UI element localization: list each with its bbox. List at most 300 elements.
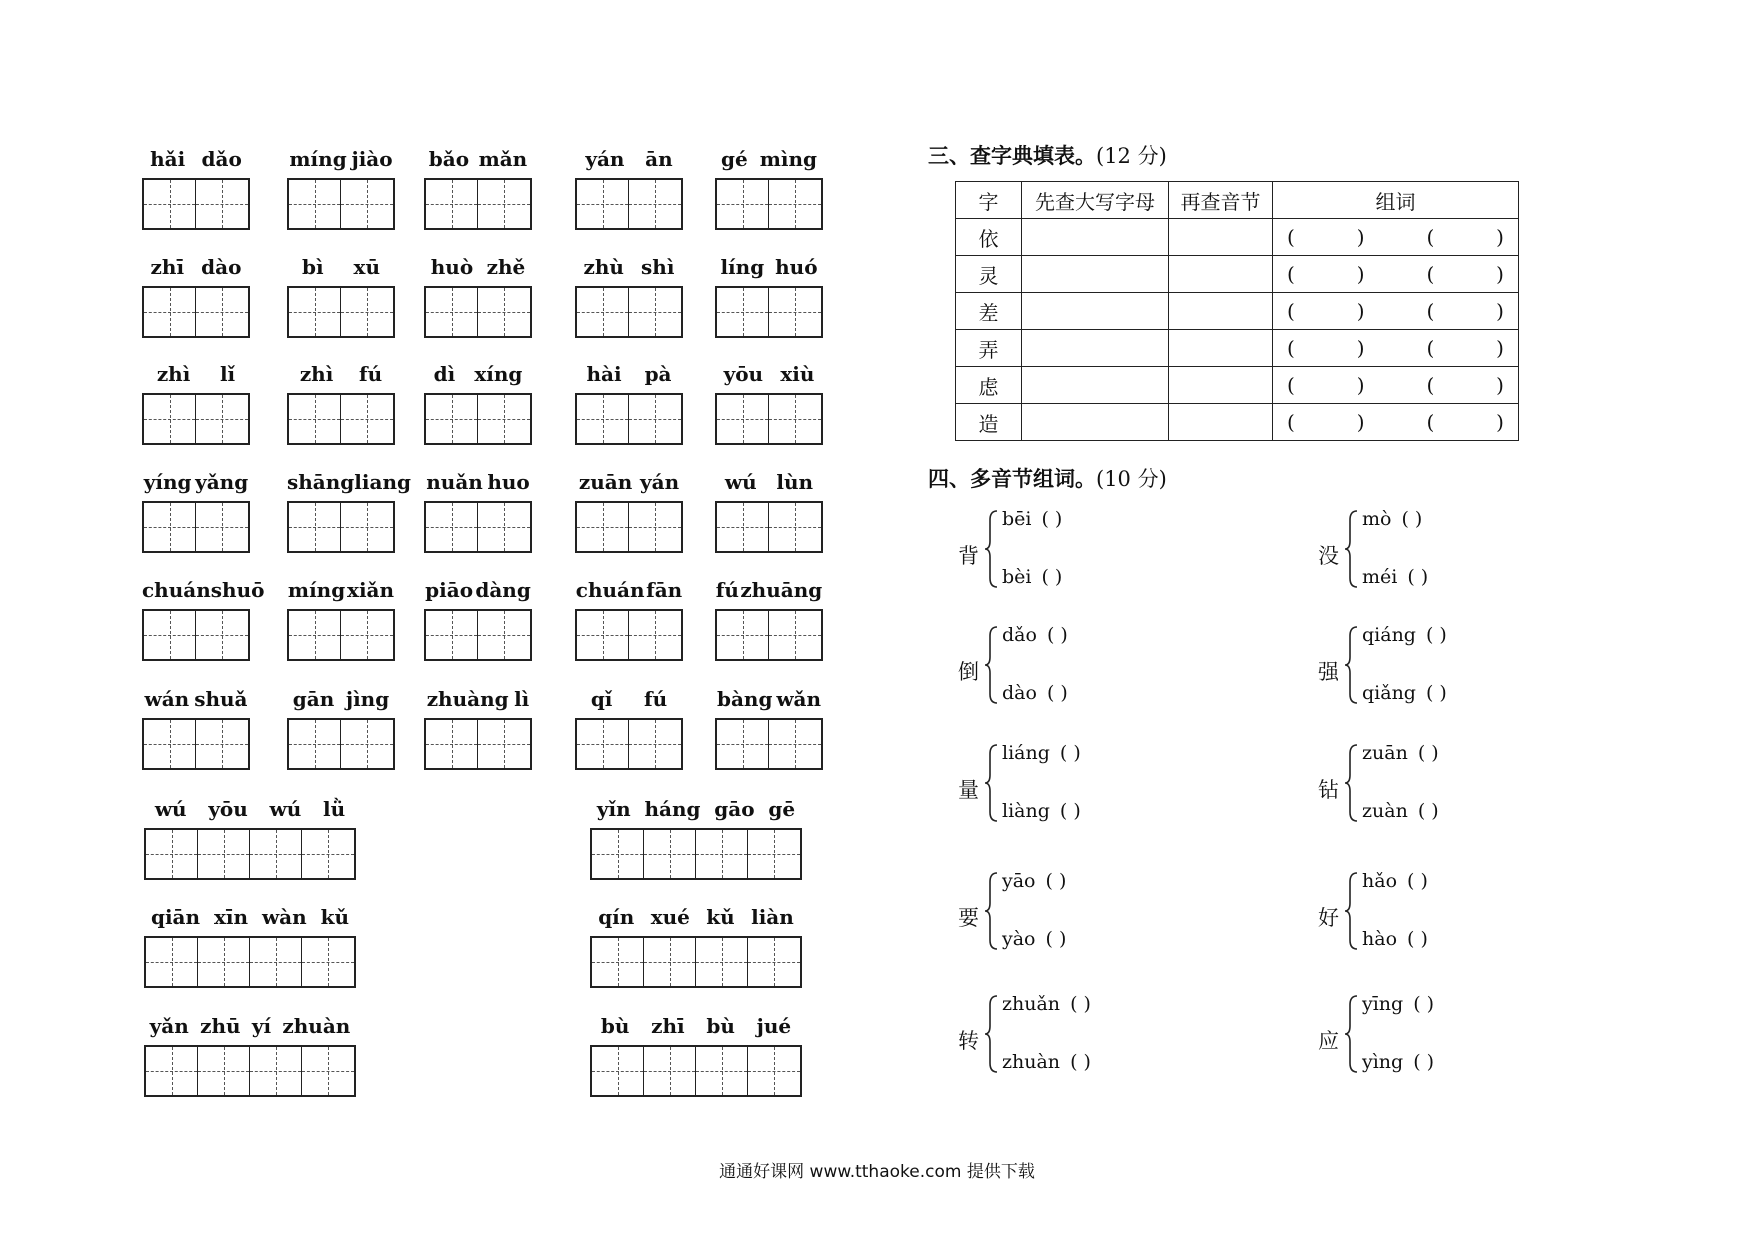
tianzige-cell[interactable] [769,288,821,336]
word-box-pinyin [715,252,823,282]
tianzige-row [424,286,532,338]
tianzige-row [287,609,395,661]
tianzige-cell[interactable] [426,503,478,551]
tianzige-row [575,286,683,338]
pinyin-syllable: yán [640,470,680,494]
word-box-pinyin [575,359,683,389]
tianzige-cell[interactable] [717,611,769,659]
tianzige-row [575,501,683,553]
tianzige-cell[interactable] [144,395,196,443]
answer-paren[interactable]: ( ) [1059,742,1081,764]
word-box-group [575,252,683,338]
tianzige-cell[interactable] [696,938,748,986]
tianzige-cell[interactable] [592,1047,644,1095]
tianzige-cell[interactable] [250,830,302,878]
idiom-box-group [144,1011,356,1097]
tianzige-cell[interactable] [341,720,393,768]
tianzige-cell[interactable] [629,180,681,228]
capital-letter-cell[interactable] [1022,367,1169,404]
tianzige-cell[interactable] [577,395,629,443]
polyphone-item [1318,993,1528,1083]
tianzige-cell[interactable] [302,938,354,986]
polyphone-reading-row [1002,928,1126,950]
tianzige-cell[interactable] [196,611,248,659]
pinyin-syllable: zhě [486,255,526,279]
polyphone-char: 倒 [958,660,979,684]
word-box-group [424,684,532,770]
polyphone-reading-row [1002,624,1127,646]
word-box-pinyin [287,252,395,282]
polyphone-reading-row [1002,742,1140,764]
polyphone-reading-row [1002,566,1121,588]
syllable-cell[interactable] [1169,404,1273,441]
answer-paren[interactable]: ( ) [1045,928,1067,950]
word-box-pinyin [424,359,532,389]
tianzige-cell[interactable] [769,503,821,551]
brace-icon [1344,872,1358,950]
pinyin-syllable: wú [154,797,187,821]
tianzige-cell[interactable] [341,395,393,443]
tianzige-cell[interactable] [769,395,821,443]
tianzige-cell[interactable] [250,938,302,986]
tianzige-cell[interactable] [426,720,478,768]
tianzige-row [144,1045,356,1097]
paren: ( [1426,262,1435,286]
pinyin-syllable: kǔ [320,905,349,929]
reading-pinyin: yīng [1362,993,1404,1015]
capital-letter-cell[interactable] [1022,330,1169,367]
pinyin-syllable: mìng [759,147,817,171]
word-box-pinyin [142,467,250,497]
tianzige-cell[interactable] [146,938,198,986]
word-box-group [424,359,532,445]
tianzige-cell[interactable] [577,288,629,336]
reading-pinyin: yào [1002,928,1036,950]
tianzige-cell[interactable] [592,830,644,878]
brace-icon [984,872,998,950]
tianzige-cell[interactable] [696,1047,748,1095]
reading-pinyin: liàng [1002,800,1050,822]
polyphone-reading-row [1362,566,1487,588]
tianzige-cell[interactable] [196,503,248,551]
pinyin-syllable: qǐ [590,687,613,711]
section4-score: (10 分) [1096,467,1167,491]
idiom-box-group [590,902,802,988]
word-box-group [575,144,683,230]
pinyin-syllable: shāng [287,470,355,494]
reading-pinyin: qiǎng [1362,682,1416,704]
section3-score: (12 分) [1096,144,1167,168]
tianzige-cell[interactable] [289,503,341,551]
brace-icon [984,995,998,1073]
brace-icon [984,626,998,704]
paren: ) [1496,299,1504,323]
tianzige-row [424,393,532,445]
word-box-pinyin [575,684,683,714]
tianzige-row [590,828,802,880]
answer-paren[interactable]: ( ) [1413,1051,1435,1073]
word-box-pinyin [287,684,395,714]
word-parens [1273,262,1518,286]
word-box-pinyin [142,144,250,174]
answer-paren[interactable]: ( ) [1045,870,1067,892]
paren: ) [1496,336,1504,360]
pinyin-syllable: yǐn [596,797,631,821]
pinyin-syllable: jué [756,1014,792,1038]
pinyin-syllable: háng [644,797,701,821]
dictionary-row [956,293,1519,330]
pinyin-syllable: mǎn [478,147,528,171]
tianzige-cell[interactable] [748,938,800,986]
tianzige-cell[interactable] [717,180,769,228]
tianzige-cell[interactable] [577,503,629,551]
word-box-group [287,144,395,230]
pinyin-syllable: zhì [156,362,191,386]
tianzige-cell[interactable] [478,503,530,551]
polyphone-reading-row [1362,508,1481,530]
polyphone-char: 量 [958,778,979,802]
tianzige-cell[interactable] [302,830,354,878]
word-box-group [142,684,250,770]
tianzige-row [287,286,395,338]
paren: ( [1287,299,1295,323]
polyphone-char: 好 [1318,906,1339,930]
paren: ) [1496,410,1504,434]
tianzige-cell[interactable] [592,938,644,986]
pinyin-syllable: zhuàn [282,1014,351,1038]
words-cell[interactable] [1273,256,1519,293]
pinyin-syllable: bàng [716,687,773,711]
tianzige-cell[interactable] [577,611,629,659]
tianzige-cell[interactable] [289,720,341,768]
tianzige-cell[interactable] [198,830,250,878]
idiom-box-pinyin [144,1011,356,1041]
answer-paren[interactable]: ( ) [1425,624,1447,646]
answer-paren[interactable]: ( ) [1417,742,1439,764]
tianzige-row [575,718,683,770]
tianzige-cell[interactable] [696,830,748,878]
pinyin-syllable: míng [289,147,347,171]
tianzige-cell[interactable] [644,830,696,878]
answer-paren[interactable]: ( ) [1407,870,1428,892]
tianzige-cell[interactable] [748,830,800,878]
pinyin-syllable: huò [430,255,474,279]
syllable-cell[interactable] [1169,367,1273,404]
tianzige-cell[interactable] [629,395,681,443]
pinyin-syllable: nuǎn [426,470,483,494]
words-cell[interactable] [1273,293,1519,330]
word-box-pinyin [424,575,532,605]
tianzige-cell[interactable] [717,503,769,551]
word-box-pinyin [575,144,683,174]
tianzige-cell[interactable] [426,288,478,336]
tianzige-row [424,178,532,230]
tianzige-cell[interactable] [577,720,629,768]
tianzige-cell[interactable] [144,611,196,659]
tianzige-cell[interactable] [478,288,530,336]
word-box-group [287,359,395,445]
word-box-pinyin [715,467,823,497]
tianzige-cell[interactable] [426,611,478,659]
answer-paren[interactable]: ( ) [1413,993,1435,1015]
tianzige-cell[interactable] [289,611,341,659]
tianzige-row [144,828,356,880]
pinyin-syllable: xīn [213,905,249,929]
pinyin-syllable: piāo [425,578,474,602]
tianzige-cell[interactable] [426,180,478,228]
word-box-group [287,684,395,770]
word-box-pinyin [715,144,823,174]
polyphone-char: 要 [958,906,979,930]
reading-pinyin: hǎo [1362,870,1398,892]
word-box-pinyin [715,359,823,389]
polyphone-reading-row [1002,508,1121,530]
pinyin-syllable: gān [292,687,335,711]
brace-icon [1344,744,1358,822]
word-box-pinyin [287,575,395,605]
pinyin-syllable: jìng [345,687,390,711]
tianzige-cell[interactable] [144,180,196,228]
capital-letter-cell[interactable] [1022,219,1169,256]
syllable-cell[interactable] [1169,293,1273,330]
tianzige-row [575,609,683,661]
tianzige-cell[interactable] [644,938,696,986]
tianzige-cell[interactable] [478,611,530,659]
reading-pinyin: méi [1362,566,1398,588]
capital-letter-cell[interactable] [1022,256,1169,293]
polyphone-reading-row [1002,682,1127,704]
word-parens [1273,299,1518,323]
pinyin-syllable: yíng [143,470,192,494]
word-parens [1273,225,1518,249]
pinyin-syllable: hài [586,362,622,386]
paren: ) [1356,262,1365,286]
polyphone-char: 钻 [1318,778,1339,802]
paren: ( [1287,373,1295,397]
pinyin-syllable: yǎng [195,470,249,494]
word-parens [1273,373,1518,397]
words-cell[interactable] [1273,367,1519,404]
tianzige-row [575,393,683,445]
tianzige-cell[interactable] [577,180,629,228]
tianzige-cell[interactable] [196,288,248,336]
dictionary-row [956,219,1519,256]
capital-letter-cell[interactable] [1022,404,1169,441]
word-box-pinyin [287,467,411,497]
tianzige-cell[interactable] [644,1047,696,1095]
words-cell[interactable] [1273,219,1519,256]
answer-paren[interactable]: ( ) [1041,566,1063,588]
capital-letter-cell[interactable] [1022,293,1169,330]
idiom-box-pinyin [144,902,356,932]
word-box-pinyin [142,359,250,389]
word-box-group [142,359,250,445]
pinyin-syllable: zhū [200,1014,241,1038]
paren: ) [1356,225,1365,249]
pinyin-syllable: zhuàng [426,687,509,711]
tianzige-cell[interactable] [748,1047,800,1095]
pinyin-syllable: yōu [723,362,764,386]
tianzige-cell[interactable] [198,1047,250,1095]
tianzige-cell[interactable] [196,720,248,768]
paren: ( [1287,410,1295,434]
polyphone-reading-row [1362,1051,1493,1073]
answer-paren[interactable]: ( ) [1046,682,1068,704]
polyphone-item [958,742,1168,832]
tianzige-cell[interactable] [629,503,681,551]
pinyin-syllable: xū [353,255,381,279]
word-box-group [715,359,823,445]
pinyin-syllable: liang [354,470,411,494]
word-box-group [575,467,683,553]
answer-paren[interactable]: ( ) [1070,1051,1091,1073]
answer-paren[interactable]: ( ) [1070,993,1091,1015]
answer-paren[interactable]: ( ) [1407,928,1428,950]
tianzige-cell[interactable] [769,611,821,659]
answer-paren[interactable]: ( ) [1407,566,1429,588]
answer-paren[interactable]: ( ) [1417,800,1439,822]
brace-icon [984,744,998,822]
pinyin-syllable: zuān [578,470,633,494]
tianzige-cell[interactable] [717,288,769,336]
tianzige-row [715,501,823,553]
reading-pinyin: dào [1002,682,1037,704]
pinyin-syllable: gē [768,797,796,821]
tianzige-cell[interactable] [196,395,248,443]
polyphone-reading-row [1002,870,1126,892]
polyphone-char: 转 [958,1029,979,1053]
words-cell[interactable] [1273,404,1519,441]
tianzige-cell[interactable] [629,720,681,768]
tianzige-cell[interactable] [289,395,341,443]
header-capital-letter: 先查大写字母 [1022,182,1169,219]
word-box-pinyin [142,684,250,714]
section4-title [928,463,1167,493]
pinyin-syllable: zhuāng [740,578,823,602]
word-box-pinyin [424,252,532,282]
tianzige-cell[interactable] [144,720,196,768]
tianzige-cell[interactable] [478,395,530,443]
pinyin-syllable: shuō [210,578,265,602]
pinyin-syllable: wàn [261,905,307,929]
tianzige-cell[interactable] [426,395,478,443]
word-box-group [287,575,395,661]
tianzige-cell[interactable] [769,180,821,228]
pinyin-syllable: bǎo [428,147,470,171]
answer-paren[interactable]: ( ) [1041,508,1063,530]
pinyin-syllable: kǔ [706,905,735,929]
reading-pinyin: bēi [1002,508,1032,530]
polyphone-char: 没 [1318,544,1339,568]
tianzige-cell[interactable] [478,720,530,768]
tianzige-cell[interactable] [144,503,196,551]
word-box-group [715,684,823,770]
answer-paren[interactable]: ( ) [1425,682,1447,704]
pinyin-syllable: zhì [299,362,334,386]
tianzige-cell[interactable] [144,288,196,336]
idiom-box-group [590,794,802,880]
answer-paren[interactable]: ( ) [1059,800,1081,822]
dictionary-char: 虑 [956,367,1022,404]
tianzige-cell[interactable] [341,288,393,336]
tianzige-cell[interactable] [478,180,530,228]
tianzige-cell[interactable] [146,1047,198,1095]
idiom-box-pinyin [590,794,802,824]
polyphone-item [958,993,1168,1083]
pinyin-syllable: fú [359,362,383,386]
reading-pinyin: hào [1362,928,1398,950]
pinyin-syllable: yōu [208,797,248,821]
tianzige-cell[interactable] [289,180,341,228]
pinyin-syllable: xíng [474,362,523,386]
answer-paren[interactable]: ( ) [1046,624,1068,646]
tianzige-cell[interactable] [146,830,198,878]
dictionary-char: 弄 [956,330,1022,367]
word-box-group [424,252,532,338]
word-box-group [715,467,823,553]
reading-pinyin: liáng [1002,742,1050,764]
tianzige-row [142,609,250,661]
dictionary-table-header [956,182,1519,219]
tianzige-row [575,178,683,230]
tianzige-cell[interactable] [198,938,250,986]
words-cell[interactable] [1273,330,1519,367]
tianzige-row [715,178,823,230]
pinyin-syllable: gāo [714,797,755,821]
word-box-group [142,575,265,661]
tianzige-cell[interactable] [629,611,681,659]
tianzige-cell[interactable] [341,611,393,659]
word-box-pinyin [287,359,395,389]
tianzige-row [715,393,823,445]
brace-icon [1344,626,1358,704]
pinyin-syllable: xiù [780,362,815,386]
tianzige-cell[interactable] [250,1047,302,1095]
tianzige-cell[interactable] [196,180,248,228]
tianzige-cell[interactable] [341,180,393,228]
tianzige-cell[interactable] [341,503,393,551]
tianzige-cell[interactable] [302,1047,354,1095]
syllable-cell[interactable] [1169,219,1273,256]
tianzige-cell[interactable] [629,288,681,336]
answer-paren[interactable]: ( ) [1401,508,1423,530]
word-box-group [142,144,250,230]
paren: ) [1356,373,1365,397]
syllable-cell[interactable] [1169,330,1273,367]
tianzige-cell[interactable] [717,395,769,443]
tianzige-cell[interactable] [717,720,769,768]
reading-pinyin: zhuàn [1002,1051,1061,1073]
dictionary-row [956,330,1519,367]
paren: ( [1426,373,1435,397]
pinyin-syllable: zhī [651,1014,685,1038]
paren: ( [1287,336,1295,360]
pinyin-syllable: shì [641,255,675,279]
idiom-box-pinyin [590,1011,802,1041]
tianzige-cell[interactable] [289,288,341,336]
pinyin-syllable: yán [585,147,625,171]
word-box-group [142,467,250,553]
word-box-group [424,575,532,661]
pinyin-syllable: dàng [475,578,531,602]
syllable-cell[interactable] [1169,256,1273,293]
reading-pinyin: mò [1362,508,1392,530]
paren: ( [1426,410,1435,434]
word-box-group [424,467,532,553]
tianzige-cell[interactable] [769,720,821,768]
tianzige-row [424,501,532,553]
reading-pinyin: qiáng [1362,624,1416,646]
